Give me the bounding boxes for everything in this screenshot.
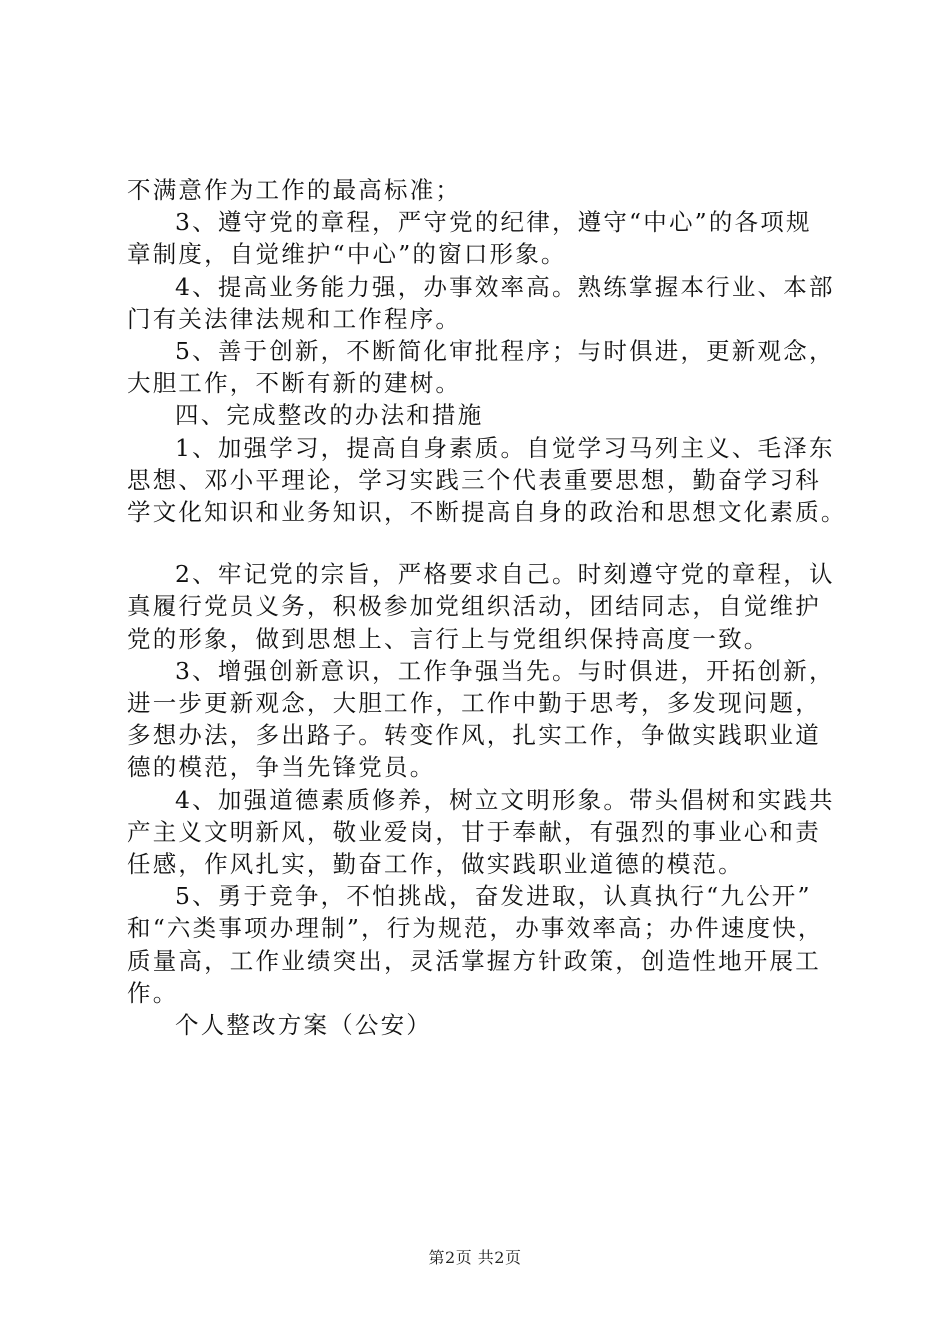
text-line: 真履行党员义务，积极参加党组织活动，团结同志，自觉维护 (127, 592, 821, 621)
text-line: 4、提高业务能力强，办事效率高。熟练掌握本行业、本部 (175, 272, 835, 301)
paragraph-gap (127, 528, 847, 558)
text-line: 大胆工作，不断有新的建树。 (127, 369, 462, 398)
text-line: 质量高，工作业绩突出，灵活掌握方针政策，创造性地开展工 (127, 946, 821, 975)
text-line: 作。 (127, 978, 179, 1007)
text-line: 德的模范，争当先锋党员。 (127, 753, 436, 782)
text-line: 章制度，自觉维护“中心”的窗口形象。 (127, 240, 567, 269)
text-line: 4、加强道德素质修养，树立文明形象。带头倡树和实践共 (175, 785, 835, 814)
text-line: 5、勇于竞争，不怕挑战，奋发进取，认真执行“九公开” (175, 882, 812, 911)
text-line: 门有关法律法规和工作程序。 (127, 304, 462, 333)
text-line: 思想、邓小平理论，学习实践三个代表重要思想，勤奋学习科 (127, 465, 821, 494)
text-line: 5、善于创新，不断简化审批程序；与时俱进，更新观念， (175, 337, 835, 366)
page-footer: 第2页 共2页 (428, 1248, 522, 1267)
text-line: 进一步更新观念，大胆工作，工作中勤于思考，多发现问题， (127, 689, 821, 718)
document-body (127, 174, 847, 1041)
text-line: 多想办法，多出路子。转变作风，扎实工作，争做实践职业道 (127, 721, 821, 750)
text-line: 学文化知识和业务知识，不断提高自身的政治和思想文化素质。 (127, 498, 847, 527)
text-line: 产主义文明新风，敬业爱岗，甘于奉献，有强烈的事业心和责 (127, 817, 821, 846)
text-line: 个人整改方案（公安） (175, 1011, 432, 1040)
text-line: 1、加强学习，提高自身素质。自觉学习马列主义、毛泽东 (175, 433, 835, 462)
text-line: 党的形象，做到思想上、言行上与党组织保持高度一致。 (127, 624, 770, 653)
text-line: 任感，作风扎实，勤奋工作，做实践职业道德的模范。 (127, 850, 744, 879)
text-line: 四、完成整改的办法和措施 (175, 401, 484, 430)
text-line: 3、增强创新意识，工作争强当先。与时俱进，开拓创新， (175, 656, 835, 685)
text-line: 2、牢记党的宗旨，严格要求自己。时刻遵守党的章程，认 (175, 560, 835, 589)
text-line: 不满意作为工作的最高标准； (127, 176, 462, 204)
text-line: 3、遵守党的章程，严守党的纪律，遵守“中心”的各项规 (175, 208, 812, 237)
text-line: 和“六类事项办理制”，行为规范，办事效率高；办件速度快， (127, 914, 824, 943)
